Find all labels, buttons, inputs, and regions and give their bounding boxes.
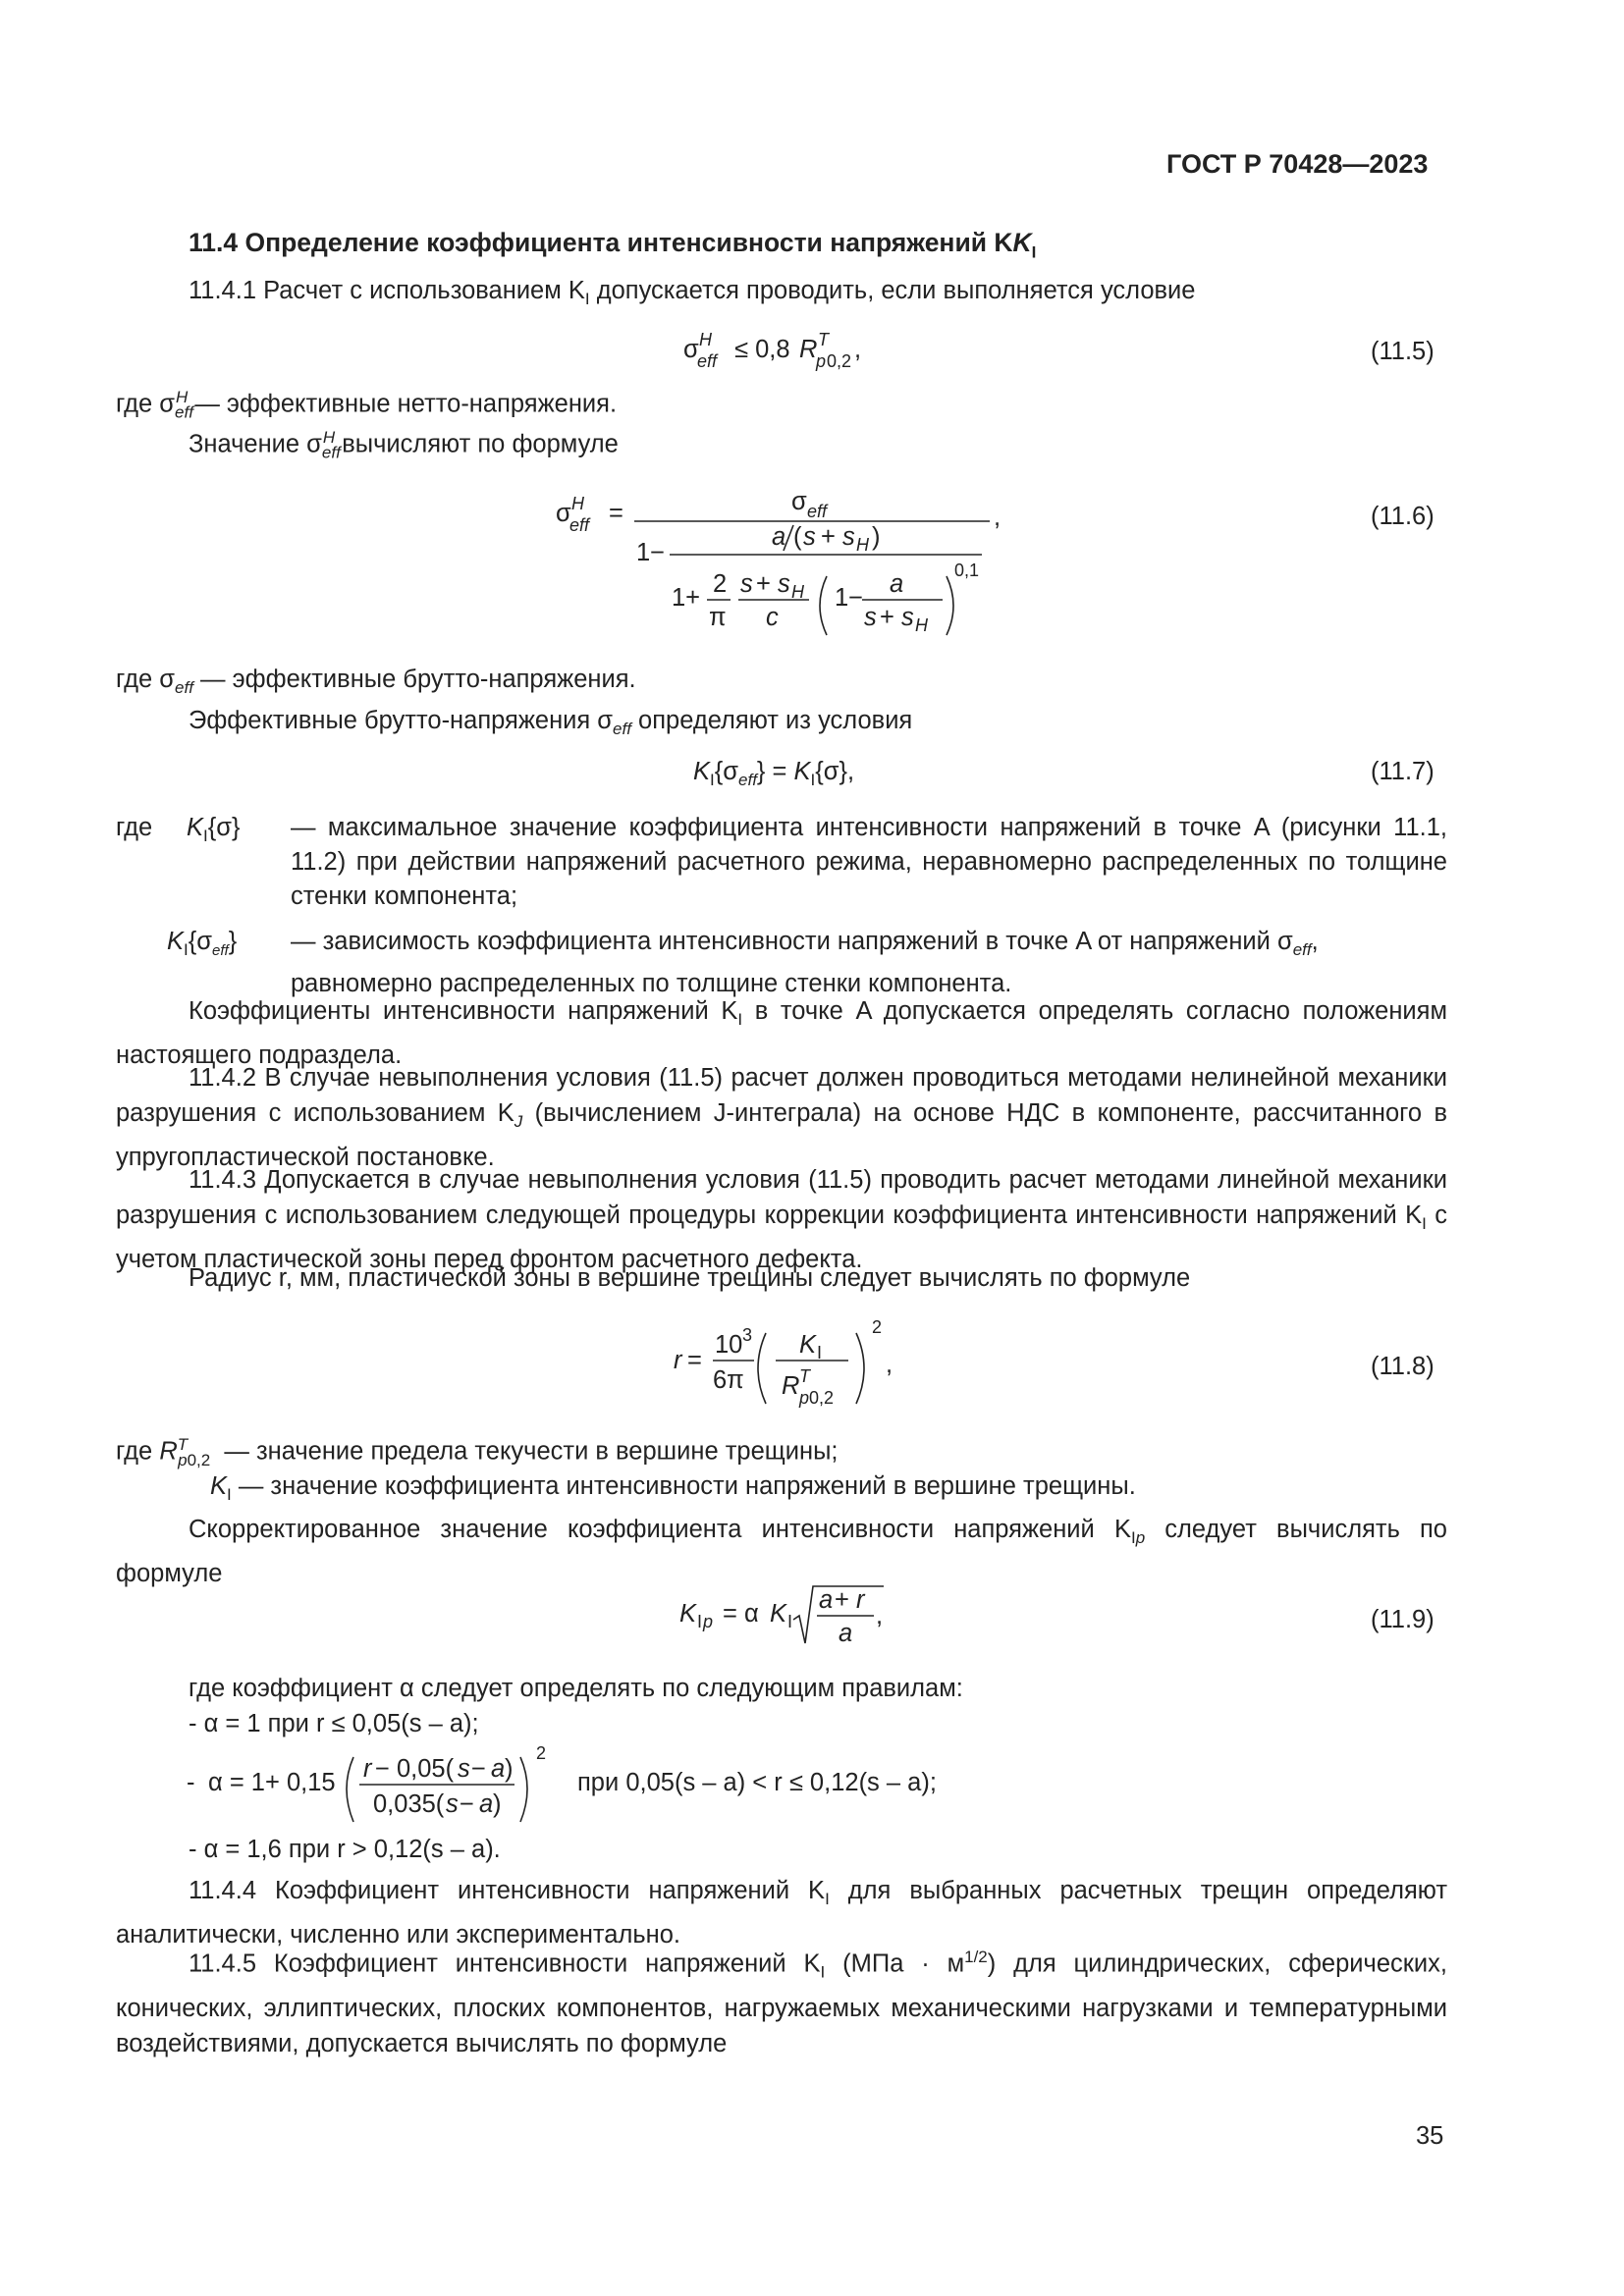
svg-text:α = 1+ 0,15: α = 1+ 0,15 bbox=[208, 1769, 336, 1796]
paragraph-coefficients: Коэффициенты интенсивности напряжений $K_I$ в точке A допускается определять согласно положениям настоящего подраздела. bbox=[116, 997, 1448, 1070]
equation-number: (11.6) bbox=[1371, 503, 1435, 530]
paragraph-11-4-3: 11.4.3 Допускается в случае невыполнения условия (11.5) проводить расчет методами линейной механики разрушения с использованием следующей процедуры коррекции коэффициента интенсивности напряжений $K_I$ с учетом пластической зоны перед фронтом расчетного дефекта. bbox=[116, 1166, 1447, 1274]
svg-text:eff: eff bbox=[697, 351, 718, 371]
svg-text:a: a bbox=[772, 523, 786, 551]
svg-text:s: s bbox=[740, 570, 753, 598]
svg-text:s: s bbox=[778, 570, 790, 598]
svg-text:=: = bbox=[687, 1347, 702, 1374]
svg-text:): ) bbox=[505, 1755, 514, 1783]
equation-11-5 bbox=[677, 324, 933, 383]
svg-text:1−: 1− bbox=[636, 539, 666, 566]
svg-text:s: s bbox=[864, 604, 877, 631]
radius-formula-intro: Радиус r, мм, пластической зоны в вершине трещины следует вычислять по формуле bbox=[189, 1264, 1191, 1292]
alpha-rule-2-formula bbox=[187, 1745, 599, 1834]
svg-text:−: − bbox=[460, 1790, 474, 1818]
equation-11-7: $K_I\{\sigma_{eff}\} = K_I\{\sigma\}$, bbox=[693, 758, 855, 790]
alpha-rules-intro: где коэффициент α следует определять по следующим правилам: bbox=[189, 1675, 963, 1702]
svg-text:T: T bbox=[799, 1366, 810, 1386]
equation-number: (11.8) bbox=[1371, 1353, 1435, 1380]
alpha-rule-3: - α = 1,6 при r > 0,12(s – a). bbox=[189, 1836, 501, 1863]
equation-11-9 bbox=[674, 1580, 929, 1659]
svg-text:a: a bbox=[890, 570, 904, 598]
svg-text:r: r bbox=[856, 1586, 865, 1614]
svg-text:H: H bbox=[791, 582, 804, 602]
svg-text:,: , bbox=[854, 336, 862, 363]
svg-text:r: r bbox=[674, 1347, 682, 1374]
svg-text:0,2: 0,2 bbox=[809, 1388, 835, 1408]
svg-text:): ) bbox=[493, 1790, 502, 1818]
svg-text:− 0,05(: − 0,05( bbox=[375, 1755, 455, 1783]
svg-text:s: s bbox=[842, 523, 855, 551]
net-stress-definition: где $\sigma_{eff}^H$ — эффективные нетто-напряжения. bbox=[116, 388, 618, 422]
equation-11-6 bbox=[550, 486, 1041, 653]
svg-text:σ: σ bbox=[791, 488, 807, 515]
svg-text:=: = bbox=[609, 500, 623, 527]
svg-text:I: I bbox=[697, 1612, 703, 1631]
svg-text:a: a bbox=[839, 1620, 853, 1647]
brutto-condition-intro: Эффективные брутто-напряжения $\sigma_{eff}$ определяют из условия bbox=[189, 707, 913, 739]
svg-text:,: , bbox=[886, 1351, 893, 1378]
svg-text:2: 2 bbox=[536, 1743, 547, 1763]
section-title: 11.4 Определение коэффициента интенсивности напряжений $KK_I$ bbox=[189, 228, 1037, 262]
svg-text:I: I bbox=[817, 1343, 823, 1362]
paragraph-11-4-2: 11.4.2 В случае невыполнения условия (11.5) расчет должен проводиться методами нелинейной механики разрушения с использованием $K_J$ (вычислением J-интеграла) на основе НДС в компоненте, рассчитанного в упругопластической постановке. bbox=[116, 1064, 1447, 1172]
svg-text:+: + bbox=[821, 523, 836, 551]
svg-text:6π: 6π bbox=[713, 1366, 744, 1394]
svg-text:2: 2 bbox=[872, 1317, 883, 1337]
svg-text:s: s bbox=[458, 1755, 470, 1783]
definition-ki: $K_I$ — значение коэффициента интенсивности напряжений в вершине трещины. bbox=[210, 1472, 1136, 1505]
paragraph-11-4-5: 11.4.5 Коэффициент интенсивности напряжений $K_I$ $(МПа \cdot м^{1/2})$ для цилиндрических, сферических, конических, эллиптических, плоских компонентов, нагружаемых механическими нагрузками и температурными воздействиями, допускается вычислять по формуле bbox=[116, 1948, 1447, 2057]
equation-number: (11.9) bbox=[1371, 1606, 1435, 1633]
svg-text:+: + bbox=[880, 604, 894, 631]
equation-number: (11.7) bbox=[1371, 758, 1435, 785]
svg-text:H: H bbox=[915, 615, 928, 635]
svg-text:2: 2 bbox=[713, 570, 728, 598]
brutto-stress-definition: где $\sigma_{eff}$ — эффективные брутто-напряжения. bbox=[116, 666, 636, 698]
svg-text:K: K bbox=[770, 1600, 787, 1628]
svg-text:T: T bbox=[818, 330, 829, 349]
alpha-rule-2-condition: при 0,05(s – a) < r ≤ 0,12(s – a); bbox=[577, 1769, 937, 1796]
svg-text:,: , bbox=[994, 504, 1001, 531]
equation-number: (11.5) bbox=[1371, 338, 1435, 365]
document-standard-number: ГОСТ Р 70428—2023 bbox=[1166, 149, 1429, 179]
value-formula-intro: Значение $\sigma_{eff}^H$ вычисляют по формуле bbox=[189, 428, 619, 462]
svg-text:1−: 1− bbox=[835, 584, 864, 612]
svg-text:H: H bbox=[856, 535, 869, 555]
svg-text:I: I bbox=[787, 1612, 793, 1631]
svg-text:H: H bbox=[699, 330, 712, 349]
definition-rp02: где $R^T_{p0,2}$ — значение предела текучести в вершине трещины; bbox=[116, 1435, 839, 1469]
svg-text:s: s bbox=[803, 523, 816, 551]
svg-text:1+: 1+ bbox=[672, 584, 701, 612]
alpha-rule-1: - α = 1 при r ≤ 0,05(s – a); bbox=[189, 1710, 479, 1737]
svg-text:p: p bbox=[703, 1612, 714, 1631]
svg-text:R: R bbox=[782, 1372, 800, 1400]
svg-text:σ: σ bbox=[683, 336, 699, 363]
svg-text:eff: eff bbox=[569, 515, 590, 535]
svg-text:-: - bbox=[187, 1769, 195, 1796]
svg-text:r: r bbox=[363, 1755, 372, 1783]
svg-text:s: s bbox=[446, 1790, 459, 1818]
svg-text:s: s bbox=[901, 604, 914, 631]
svg-text:a: a bbox=[479, 1790, 494, 1818]
svg-text:a: a bbox=[819, 1586, 834, 1614]
svg-text:0,1: 0,1 bbox=[954, 561, 980, 580]
svg-text:π: π bbox=[709, 604, 727, 631]
svg-text:≤ 0,8: ≤ 0,8 bbox=[734, 336, 790, 363]
page-number: 35 bbox=[1416, 2122, 1444, 2150]
svg-text:c: c bbox=[766, 604, 779, 631]
svg-text:K: K bbox=[679, 1600, 697, 1628]
svg-text:= α: = α bbox=[723, 1600, 759, 1628]
paragraph-corrected-ki: Скорректированное значение коэффициента интенсивности напряжений $K_{Ip}$ следует вычислять по формуле bbox=[116, 1516, 1447, 1588]
svg-text:0,035(: 0,035( bbox=[373, 1790, 445, 1818]
svg-text:−: − bbox=[471, 1755, 486, 1783]
svg-text:(: ( bbox=[793, 523, 802, 551]
svg-text:R: R bbox=[799, 336, 818, 363]
equation-11-8 bbox=[668, 1315, 923, 1423]
svg-text:p: p bbox=[799, 1388, 810, 1408]
paragraph-11-4-4: 11.4.4 Коэффициент интенсивности напряжений $K_I$ для выбранных расчетных трещин определяют аналитически, численно или экспериментально. bbox=[116, 1877, 1447, 1949]
svg-text:,: , bbox=[876, 1602, 884, 1629]
svg-text:0,2: 0,2 bbox=[827, 351, 852, 371]
svg-text:): ) bbox=[872, 523, 881, 551]
svg-text:a: a bbox=[491, 1755, 506, 1783]
svg-text:K: K bbox=[799, 1331, 817, 1359]
svg-text:10: 10 bbox=[715, 1331, 743, 1359]
svg-text:H: H bbox=[571, 494, 584, 513]
paragraph-11-4-1: 11.4.1 Расчет с использованием $K_I$ допускается проводить, если выполняется условие bbox=[189, 277, 1196, 309]
svg-text:+: + bbox=[835, 1586, 849, 1614]
svg-text:3: 3 bbox=[742, 1325, 753, 1345]
svg-text:+: + bbox=[756, 570, 771, 598]
svg-text:eff: eff bbox=[807, 502, 828, 521]
svg-text:p: p bbox=[816, 351, 827, 371]
svg-text:σ: σ bbox=[556, 500, 571, 527]
